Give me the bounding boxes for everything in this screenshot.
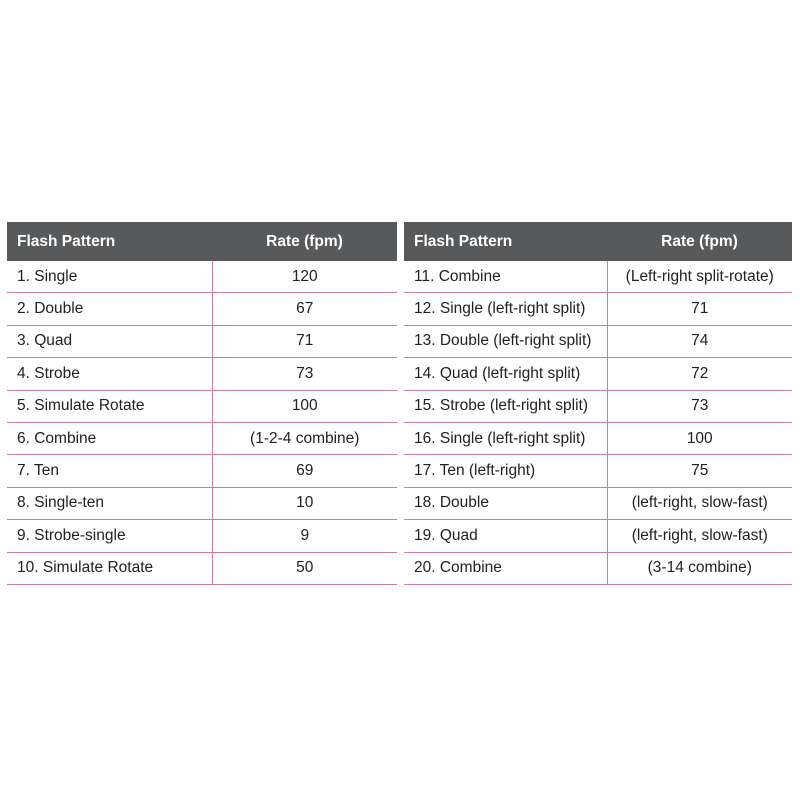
flash-pattern-cell: 9. Strobe-single: [7, 520, 212, 552]
column-header-rate: Rate (fpm): [607, 222, 792, 261]
table-row: [7, 455, 397, 487]
table-row: [404, 293, 792, 325]
rate-cell: 100: [212, 390, 397, 422]
table-row: [404, 390, 792, 422]
rate-cell: (3-14 combine): [607, 552, 792, 584]
table-row: [7, 552, 397, 584]
flash-pattern-cell: 11. Combine: [404, 261, 607, 293]
flash-pattern-cell: 18. Double: [404, 487, 607, 519]
flash-pattern-cell: 17. Ten (left-right): [404, 455, 607, 487]
flash-pattern-table-right: [404, 222, 792, 585]
flash-pattern-cell: 19. Quad: [404, 520, 607, 552]
flash-pattern-cell: 10. Simulate Rotate: [7, 552, 212, 584]
rate-cell: 75: [607, 455, 792, 487]
table-row: [7, 261, 397, 293]
flash-pattern-table-left: [7, 222, 397, 585]
table-row: [404, 552, 792, 584]
flash-pattern-cell: 20. Combine: [404, 552, 607, 584]
rate-cell: 100: [607, 422, 792, 454]
flash-pattern-cell: 14. Quad (left-right split): [404, 358, 607, 390]
flash-pattern-cell: 12. Single (left-right split): [404, 293, 607, 325]
flash-pattern-cell: 5. Simulate Rotate: [7, 390, 212, 422]
table-header-row: [404, 222, 792, 261]
flash-pattern-cell: 3. Quad: [7, 325, 212, 357]
table-header-row: [7, 222, 397, 261]
table-row: [7, 390, 397, 422]
table-row: [404, 325, 792, 357]
flash-pattern-cell: 2. Double: [7, 293, 212, 325]
flash-pattern-cell: 8. Single-ten: [7, 487, 212, 519]
table-row: [7, 293, 397, 325]
rate-cell: (left-right, slow-fast): [607, 520, 792, 552]
flash-pattern-cell: 4. Strobe: [7, 358, 212, 390]
rate-cell: 50: [212, 552, 397, 584]
rate-cell: 74: [607, 325, 792, 357]
table-row: [404, 358, 792, 390]
rate-cell: (Left-right split-rotate): [607, 261, 792, 293]
rate-cell: (1-2-4 combine): [212, 422, 397, 454]
flash-pattern-cell: 15. Strobe (left-right split): [404, 390, 607, 422]
table-row: [7, 422, 397, 454]
rate-cell: 69: [212, 455, 397, 487]
rate-cell: 10: [212, 487, 397, 519]
flash-pattern-cell: 6. Combine: [7, 422, 212, 454]
flash-pattern-cell: 7. Ten: [7, 455, 212, 487]
rate-cell: 73: [607, 390, 792, 422]
flash-pattern-cell: 16. Single (left-right split): [404, 422, 607, 454]
column-header-flash-pattern: Flash Pattern: [404, 222, 607, 261]
table-row: [404, 422, 792, 454]
rate-cell: 72: [607, 358, 792, 390]
column-header-rate: Rate (fpm): [212, 222, 397, 261]
table-row: [404, 520, 792, 552]
rate-cell: 71: [212, 325, 397, 357]
table-row: [7, 325, 397, 357]
rate-cell: 71: [607, 293, 792, 325]
rate-cell: 67: [212, 293, 397, 325]
rate-cell: 9: [212, 520, 397, 552]
rate-cell: 73: [212, 358, 397, 390]
column-header-flash-pattern: Flash Pattern: [7, 222, 212, 261]
rate-cell: 120: [212, 261, 397, 293]
table-row: [7, 487, 397, 519]
rate-cell: (left-right, slow-fast): [607, 487, 792, 519]
table-row: [7, 358, 397, 390]
table-row: [404, 455, 792, 487]
flash-pattern-cell: 13. Double (left-right split): [404, 325, 607, 357]
flash-pattern-cell: 1. Single: [7, 261, 212, 293]
table-row: [404, 261, 792, 293]
table-row: [7, 520, 397, 552]
table-row: [404, 487, 792, 519]
